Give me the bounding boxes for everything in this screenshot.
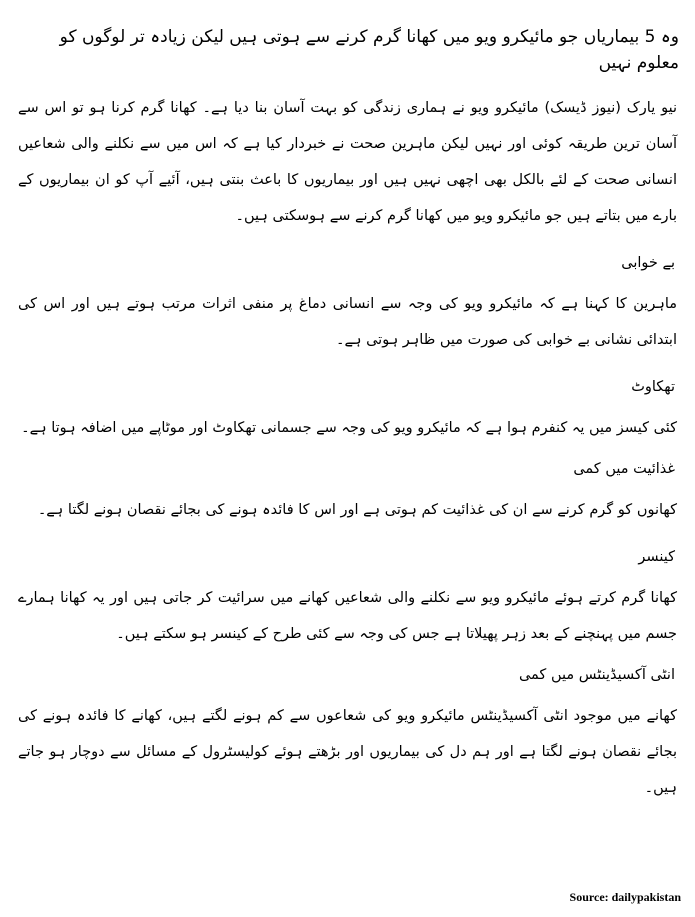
section-text-antioxidants: کھانے میں موجود انٹی آکسیڈینٹس مائیکرو ویو کی شعاعوں سے کم ہونے لگتے ہیں، کھانے کا فائدہ ہونے کی بجائے نقصان ہونے لگتا ہے اور ہم دل کی بیماریوں اور بڑھتے ہوئے کولیسٹرول کے مسائل سے دوچار ہو جاتے ہیں۔	[18, 708, 677, 796]
section-heading-insomnia: بے خوابی	[621, 255, 675, 271]
section-heading-cancer: کینسر	[638, 549, 675, 565]
section-text-nutrition: کھانوں کو گرم کرنے سے ان کی غذائیت کم ہوتی ہے اور اس کا فائدہ ہونے کی بجائے نقصان ہونے لگتا ہے۔	[37, 502, 677, 518]
article-title: وہ 5 بیماریاں جو مائیکرو ویو میں کھانا گرم کرنے سے ہوتی ہیں لیکن زیادہ تر لوگوں کو معلوم نہیں	[59, 27, 679, 73]
section-heading-antioxidants: انٹی آکسیڈینٹس میں کمی	[518, 667, 675, 683]
section-heading-nutrition: غذائیت میں کمی	[573, 461, 675, 477]
section-text-fatigue: کئی کیسز میں یہ کنفرم ہوا ہے کہ مائیکرو ویو کی وجہ سے جسمانی تھکاوٹ اور موٹاپے میں اضافہ ہوتا ہے۔	[21, 420, 677, 436]
source-credit: Source: dailypakistan	[569, 890, 681, 904]
section-heading-fatigue: تھکاوٹ	[631, 379, 675, 395]
article-intro: نیو یارک (نیوز ڈیسک) مائیکرو ویو نے ہماری زندگی کو بہت آسان بنا دیا ہے۔ کھانا گرم کرنا ہو تو اس سے آسان ترین طریقہ کوئی اور نہیں لیکن ماہرین صحت نے خبردار کیا ہے کہ اس میں سے نکلنے والی شعاعیں انسانی صحت کے لئے بالکل بھی اچھی نہیں ہیں اور بیماریوں کا باعث بنتی ہیں، آئیے آپ کو ان بیماریوں کے بارے میں بتاتے ہیں جو مائیکرو ویو میں کھانا گرم کرنے سے ہوسکتی ہیں۔	[18, 100, 677, 224]
section-text-insomnia: ماہرین کا کہنا ہے کہ مائیکرو ویو کی وجہ سے انسانی دماغ پر منفی اثرات مرتب ہوتے ہیں اور اس کی ابتدائی نشانی بے خوابی کی صورت میں ظاہر ہوتی ہے۔	[18, 296, 677, 348]
section-text-cancer: کھانا گرم کرتے ہوئے مائیکرو ویو سے نکلنے والی شعاعیں کھانے میں سرائیت کر جاتی ہیں اور یہ کھانا ہمارے جسم میں پہنچنے کے بعد زہر پھیلاتا ہے جس کی وجہ سے کئی طرح کے کینسر ہو سکتے ہیں۔	[18, 590, 677, 642]
